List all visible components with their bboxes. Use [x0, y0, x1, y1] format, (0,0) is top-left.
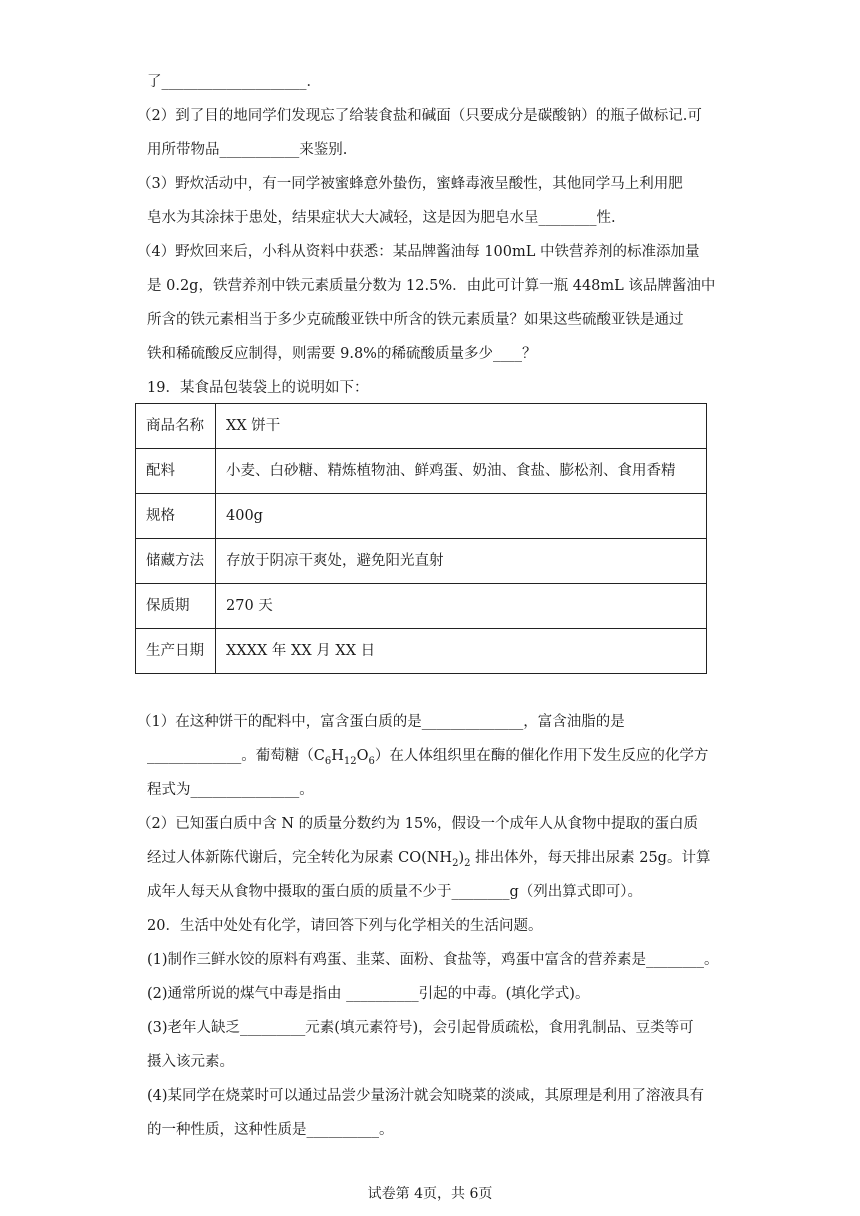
- table-value: XXXX 年 XX 月 XX 日: [216, 629, 707, 674]
- q20-part2: (2)通常所说的煤气中毒是指由 __________引起的中毒。(填化学式)。: [147, 986, 590, 1002]
- q19-line2-text: H: [331, 748, 344, 764]
- q19-line2-text: _____________。葡萄糖（C: [147, 748, 325, 764]
- question-19-heading: 19．某食品包装袋上的说明如下：: [147, 380, 369, 396]
- text-line-5: 皂水为其涂抹于患处，结果症状大大减轻，这是因为肥皂水呈________性.: [147, 210, 616, 226]
- text-line-2: （2）到了目的地同学们发现忘了给装食盐和碱面（只要成分是碳酸钠）的瓶子做标记.可: [137, 108, 702, 124]
- text-line-4: （3）野炊活动中，有一同学被蜜蜂意外蛰伤，蜜蜂毒液呈酸性，其他同学马上利用肥: [137, 176, 683, 192]
- text-line-9: 铁和稀硫酸反应制得，则需要 9.8%的稀硫酸质量多少____？: [147, 346, 537, 362]
- subscript: 12: [343, 755, 357, 767]
- q19-line5-text: 经过人体新陈代谢后，完全转化为尿素 CO(NH: [147, 850, 453, 866]
- table-row: [136, 404, 707, 449]
- subscript: 2: [452, 857, 459, 869]
- q19-line5-text: ): [458, 850, 465, 866]
- table-row: [136, 539, 707, 584]
- q19-part1-line3: 程式为_______________。: [147, 782, 314, 798]
- table-value: 270 天: [216, 584, 707, 629]
- q20-part4-line2: 的一种性质，这种性质是__________。: [147, 1122, 394, 1138]
- food-label-table: [135, 403, 707, 674]
- table-row: [136, 494, 707, 539]
- table-label: 配料: [136, 449, 216, 494]
- subscript: 2: [464, 857, 471, 869]
- q19-part2-line2: [147, 848, 710, 874]
- table-value: 小麦、白砂糖、精炼植物油、鲜鸡蛋、奶油、食盐、膨松剂、食用香精: [216, 449, 707, 494]
- table-label: 生产日期: [136, 629, 216, 674]
- q19-part2-line1: （2）已知蛋白质中含 N 的质量分数约为 15%，假设一个成年人从食物中提取的蛋白质: [137, 816, 698, 832]
- text-line-1: 了____________________．: [147, 74, 321, 90]
- text-line-7: 是 0.2g，铁营养剂中铁元素质量分数为 12.5%．由此可计算一瓶 448mL 该品牌酱油中: [147, 278, 716, 294]
- q19-part1-line2: [147, 746, 708, 772]
- table-row: [136, 584, 707, 629]
- q19-line2-text: O: [356, 748, 369, 764]
- q19-part1-line1: （1）在这种饼干的配料中，富含蛋白质的是______________，富含油脂的是: [137, 714, 625, 730]
- q19-line5-text: 排出体外，每天排出尿素 25g。计算: [470, 850, 711, 866]
- text-line-3: 用所带物品___________来鉴别.: [147, 142, 348, 158]
- text-line-6: （4）野炊回来后，小科从资料中获悉：某品牌酱油每 100mL 中铁营养剂的标准添加量: [137, 244, 700, 260]
- table-value: 存放于阴凉干爽处，避免阳光直射: [216, 539, 707, 584]
- subscript: 6: [324, 755, 332, 767]
- page-footer: 试卷第 4页，共 6页: [367, 1186, 493, 1202]
- table-value: 400g: [216, 494, 707, 539]
- text-line-8: 所含的铁元素相当于多少克硫酸亚铁中所含的铁元素质量？如果这些硫酸亚铁是通过: [147, 312, 684, 328]
- table-value: XX 饼干: [216, 404, 707, 449]
- q19-part2-line3: 成年人每天从食物中摄取的蛋白质的质量不少于________g（列出算式即可）。: [147, 884, 643, 900]
- q20-part3-line1: (3)老年人缺乏_________元素(填元素符号)，会引起骨质疏松，食用乳制品、豆类等可: [147, 1020, 694, 1036]
- table-label: 储藏方法: [136, 539, 216, 584]
- q20-part1: (1)制作三鲜水饺的原料有鸡蛋、韭菜、面粉、食盐等，鸡蛋中富含的营养素是________。: [147, 952, 719, 968]
- q20-part3-line2: 摄入该元素。: [147, 1054, 234, 1070]
- table-row: [136, 629, 707, 674]
- subscript: 6: [368, 755, 375, 767]
- table-row: [136, 449, 707, 494]
- table-label: 商品名称: [136, 404, 216, 449]
- question-20-heading: 20．生活中处处有化学，请回答下列与化学相关的生活问题。: [147, 918, 543, 934]
- q20-part4-line1: (4)某同学在烧菜时可以通过品尝少量汤汁就会知晓菜的淡咸，其原理是利用了溶液具有: [147, 1088, 705, 1104]
- q19-line2-text: ）在人体组织里在酶的催化作用下发生反应的化学方: [374, 748, 709, 764]
- table-label: 规格: [136, 494, 216, 539]
- table-label: 保质期: [136, 584, 216, 629]
